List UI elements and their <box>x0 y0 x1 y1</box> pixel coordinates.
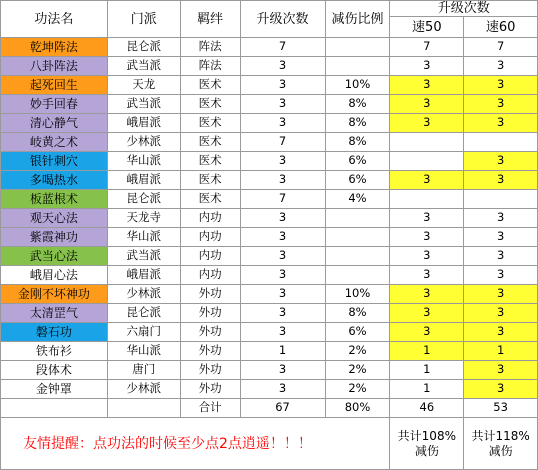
cell-skill-name[interactable]: 起死回生 <box>1 76 108 95</box>
cell-upgrades[interactable]: 3 <box>240 171 325 190</box>
cell-reduction[interactable]: 6% <box>325 171 390 190</box>
cell-upgrades[interactable]: 3 <box>240 57 325 76</box>
cell-bond[interactable]: 医术 <box>180 95 240 114</box>
total-reduction-speed60[interactable] <box>464 418 538 470</box>
cell-reduction[interactable]: 4% <box>325 190 390 209</box>
table-row <box>1 323 538 342</box>
cell-speed60[interactable]: 3 <box>464 247 538 266</box>
cell-bond[interactable]: 外功 <box>180 342 240 361</box>
table-row <box>1 380 538 399</box>
total-reduction-speed50[interactable] <box>390 418 464 470</box>
cell-reduction[interactable] <box>325 209 390 228</box>
cell-upgrades[interactable]: 3 <box>240 114 325 133</box>
cell-reduction[interactable] <box>325 228 390 247</box>
cell-reduction[interactable]: 2% <box>325 361 390 380</box>
cell-reduction[interactable]: 10% <box>325 76 390 95</box>
cell-upgrades[interactable]: 3 <box>240 323 325 342</box>
cell-school[interactable]: 峨眉派 <box>107 171 180 190</box>
cell-bond[interactable]: 医术 <box>180 76 240 95</box>
table-row <box>1 304 538 323</box>
cell-skill-name[interactable]: 多喝热水 <box>1 171 108 190</box>
table-row <box>1 209 538 228</box>
table-row <box>1 190 538 209</box>
cell-upgrades[interactable]: 3 <box>240 304 325 323</box>
cell-upgrades[interactable]: 3 <box>240 361 325 380</box>
cell-school[interactable]: 峨眉派 <box>107 266 180 285</box>
cell-reduction[interactable] <box>325 57 390 76</box>
cell-bond[interactable]: 外功 <box>180 380 240 399</box>
cell-speed50[interactable] <box>390 133 464 152</box>
cell-school[interactable]: 武当派 <box>107 95 180 114</box>
cell-reduction[interactable]: 8% <box>325 114 390 133</box>
total60-line2: 减伤 <box>488 443 513 458</box>
cell-speed60[interactable]: 3 <box>464 266 538 285</box>
cell-skill-name[interactable]: 乾坤阵法 <box>1 38 108 57</box>
reminder-note[interactable]: 友情提醒：点功法的时候至少点2点逍遥！！！ <box>1 418 390 470</box>
cell-school[interactable]: 少林派 <box>107 380 180 399</box>
cell-bond[interactable]: 外功 <box>180 361 240 380</box>
table-row <box>1 247 538 266</box>
cell-upgrades[interactable]: 3 <box>240 76 325 95</box>
cell-speed60[interactable]: 3 <box>464 57 538 76</box>
cell-reduction[interactable]: 8% <box>325 304 390 323</box>
cell-speed60[interactable]: 3 <box>464 285 538 304</box>
cell-speed60[interactable]: 3 <box>464 323 538 342</box>
cell-reduction[interactable]: 8% <box>325 95 390 114</box>
cell-bond[interactable]: 医术 <box>180 171 240 190</box>
cell-speed60[interactable]: 3 <box>464 380 538 399</box>
cell-bond[interactable]: 外功 <box>180 323 240 342</box>
table-row <box>1 171 538 190</box>
header-school[interactable]: 门派 <box>107 1 180 38</box>
cell-speed60[interactable]: 7 <box>464 38 538 57</box>
header-upgrades-group[interactable]: 升级次数 <box>390 1 538 17</box>
cell-bond[interactable]: 内功 <box>180 266 240 285</box>
table-row <box>1 266 538 285</box>
cell-skill-name[interactable]: 银针刺穴 <box>1 152 108 171</box>
totals-blank-1[interactable] <box>1 399 108 418</box>
cell-speed50[interactable]: 3 <box>390 209 464 228</box>
cell-school[interactable]: 昆仑派 <box>107 38 180 57</box>
cell-school[interactable]: 天龙寺 <box>107 209 180 228</box>
cell-upgrades[interactable]: 1 <box>240 342 325 361</box>
cell-speed60[interactable]: 3 <box>464 114 538 133</box>
cell-upgrades[interactable]: 7 <box>240 190 325 209</box>
cell-bond[interactable]: 医术 <box>180 190 240 209</box>
cell-school[interactable]: 华山派 <box>107 152 180 171</box>
cell-school[interactable]: 少林派 <box>107 133 180 152</box>
cell-upgrades[interactable]: 3 <box>240 228 325 247</box>
cell-bond[interactable]: 医术 <box>180 133 240 152</box>
totals-reduction[interactable]: 80% <box>325 399 390 418</box>
cell-speed60[interactable]: 3 <box>464 228 538 247</box>
cell-upgrades[interactable]: 7 <box>240 133 325 152</box>
cell-upgrades[interactable]: 3 <box>240 285 325 304</box>
header-reduction[interactable]: 减伤比例 <box>325 1 390 38</box>
table-row <box>1 114 538 133</box>
table-row <box>1 95 538 114</box>
table-row <box>1 342 538 361</box>
cell-school[interactable]: 昆仑派 <box>107 190 180 209</box>
cell-reduction[interactable]: 10% <box>325 285 390 304</box>
cell-speed50[interactable]: 3 <box>390 95 464 114</box>
cell-speed50[interactable] <box>390 190 464 209</box>
header-speed50[interactable]: 速50 <box>390 17 464 38</box>
cell-skill-name[interactable]: 金钟罩 <box>1 380 108 399</box>
cell-school[interactable]: 唐门 <box>107 361 180 380</box>
table-row <box>1 228 538 247</box>
cell-skill-name[interactable]: 观天心法 <box>1 209 108 228</box>
cell-skill-name[interactable]: 峨眉心法 <box>1 266 108 285</box>
cell-skill-name[interactable]: 磐石功 <box>1 323 108 342</box>
cell-school[interactable]: 武当派 <box>107 247 180 266</box>
cell-school[interactable]: 峨眉派 <box>107 114 180 133</box>
cell-speed50[interactable]: 1 <box>390 380 464 399</box>
cell-speed50[interactable]: 3 <box>390 228 464 247</box>
header-speed60[interactable]: 速60 <box>464 17 538 38</box>
cell-speed50[interactable]: 3 <box>390 304 464 323</box>
cell-upgrades[interactable]: 3 <box>240 209 325 228</box>
cell-speed50[interactable]: 3 <box>390 247 464 266</box>
cell-skill-name[interactable]: 板蓝根术 <box>1 190 108 209</box>
cell-speed60[interactable]: 3 <box>464 171 538 190</box>
table-row <box>1 285 538 304</box>
totals-speed50[interactable]: 46 <box>390 399 464 418</box>
cell-school[interactable]: 少林派 <box>107 285 180 304</box>
cell-speed50[interactable]: 3 <box>390 57 464 76</box>
cell-bond[interactable]: 阵法 <box>180 38 240 57</box>
cell-upgrades[interactable]: 3 <box>240 380 325 399</box>
cell-reduction[interactable]: 2% <box>325 342 390 361</box>
cell-speed50[interactable]: 3 <box>390 323 464 342</box>
cell-reduction[interactable]: 6% <box>325 152 390 171</box>
cell-speed60[interactable]: 3 <box>464 209 538 228</box>
table-row <box>1 38 538 57</box>
cell-reduction[interactable] <box>325 38 390 57</box>
table-row <box>1 152 538 171</box>
cell-skill-name[interactable]: 清心静气 <box>1 114 108 133</box>
cell-school[interactable]: 华山派 <box>107 342 180 361</box>
cell-skill-name[interactable]: 段体术 <box>1 361 108 380</box>
total60-line1: 共计118% <box>471 428 530 443</box>
footer-row <box>1 418 538 470</box>
header-bond[interactable]: 羁绊 <box>180 1 240 38</box>
cell-speed50[interactable]: 3 <box>390 114 464 133</box>
cell-upgrades[interactable]: 3 <box>240 266 325 285</box>
cell-speed50[interactable]: 3 <box>390 285 464 304</box>
cell-speed60[interactable]: 3 <box>464 304 538 323</box>
cell-skill-name[interactable]: 武当心法 <box>1 247 108 266</box>
cell-skill-name[interactable]: 紫霞神功 <box>1 228 108 247</box>
cell-school[interactable]: 六扇门 <box>107 323 180 342</box>
totals-blank-2[interactable] <box>107 399 180 418</box>
cell-school[interactable]: 华山派 <box>107 228 180 247</box>
cell-speed60[interactable]: 3 <box>464 76 538 95</box>
cell-school[interactable]: 昆仑派 <box>107 304 180 323</box>
cell-reduction[interactable]: 2% <box>325 380 390 399</box>
cell-skill-name[interactable]: 金刚不坏神功 <box>1 285 108 304</box>
table-row <box>1 133 538 152</box>
cell-bond[interactable]: 医术 <box>180 152 240 171</box>
totals-speed60[interactable]: 53 <box>464 399 538 418</box>
cell-bond[interactable]: 内功 <box>180 209 240 228</box>
cell-school[interactable]: 天龙 <box>107 76 180 95</box>
cell-reduction[interactable] <box>325 266 390 285</box>
totals-upgrades[interactable]: 67 <box>240 399 325 418</box>
cell-skill-name[interactable]: 妙手回春 <box>1 95 108 114</box>
cell-skill-name[interactable]: 八卦阵法 <box>1 57 108 76</box>
cell-upgrades[interactable]: 3 <box>240 247 325 266</box>
cell-speed60[interactable] <box>464 190 538 209</box>
cell-reduction[interactable]: 6% <box>325 323 390 342</box>
header-upgrades[interactable]: 升级次数 <box>240 1 325 38</box>
cell-bond[interactable]: 医术 <box>180 114 240 133</box>
cell-speed50[interactable]: 3 <box>390 171 464 190</box>
cell-speed60[interactable] <box>464 133 538 152</box>
cell-speed50[interactable]: 1 <box>390 342 464 361</box>
cell-speed60[interactable]: 3 <box>464 361 538 380</box>
cell-upgrades[interactable]: 3 <box>240 152 325 171</box>
cell-speed50[interactable]: 1 <box>390 361 464 380</box>
cell-speed60[interactable]: 3 <box>464 95 538 114</box>
cell-skill-name[interactable]: 岐黄之术 <box>1 133 108 152</box>
totals-label[interactable]: 合计 <box>180 399 240 418</box>
cell-bond[interactable]: 外功 <box>180 285 240 304</box>
cell-skill-name[interactable]: 太清罡气 <box>1 304 108 323</box>
cell-speed50[interactable]: 3 <box>390 76 464 95</box>
table-row <box>1 57 538 76</box>
cell-speed60[interactable]: 3 <box>464 152 538 171</box>
cell-upgrades[interactable]: 3 <box>240 95 325 114</box>
cell-speed50[interactable]: 7 <box>390 38 464 57</box>
cell-bond[interactable]: 外功 <box>180 304 240 323</box>
table-row <box>1 76 538 95</box>
total50-line2: 减伤 <box>414 443 439 458</box>
cell-reduction[interactable] <box>325 247 390 266</box>
cell-bond[interactable]: 内功 <box>180 247 240 266</box>
cell-speed50[interactable]: 3 <box>390 266 464 285</box>
total50-line1: 共计108% <box>397 428 456 443</box>
cell-speed60[interactable]: 1 <box>464 342 538 361</box>
cell-bond[interactable]: 内功 <box>180 228 240 247</box>
table-row <box>1 361 538 380</box>
cell-bond[interactable]: 阵法 <box>180 57 240 76</box>
cell-skill-name[interactable]: 铁布衫 <box>1 342 108 361</box>
cell-speed50[interactable] <box>390 152 464 171</box>
totals-row <box>1 399 538 418</box>
cell-school[interactable]: 武当派 <box>107 57 180 76</box>
header-name[interactable]: 功法名 <box>1 1 108 38</box>
cell-upgrades[interactable]: 7 <box>240 38 325 57</box>
cell-reduction[interactable]: 8% <box>325 133 390 152</box>
